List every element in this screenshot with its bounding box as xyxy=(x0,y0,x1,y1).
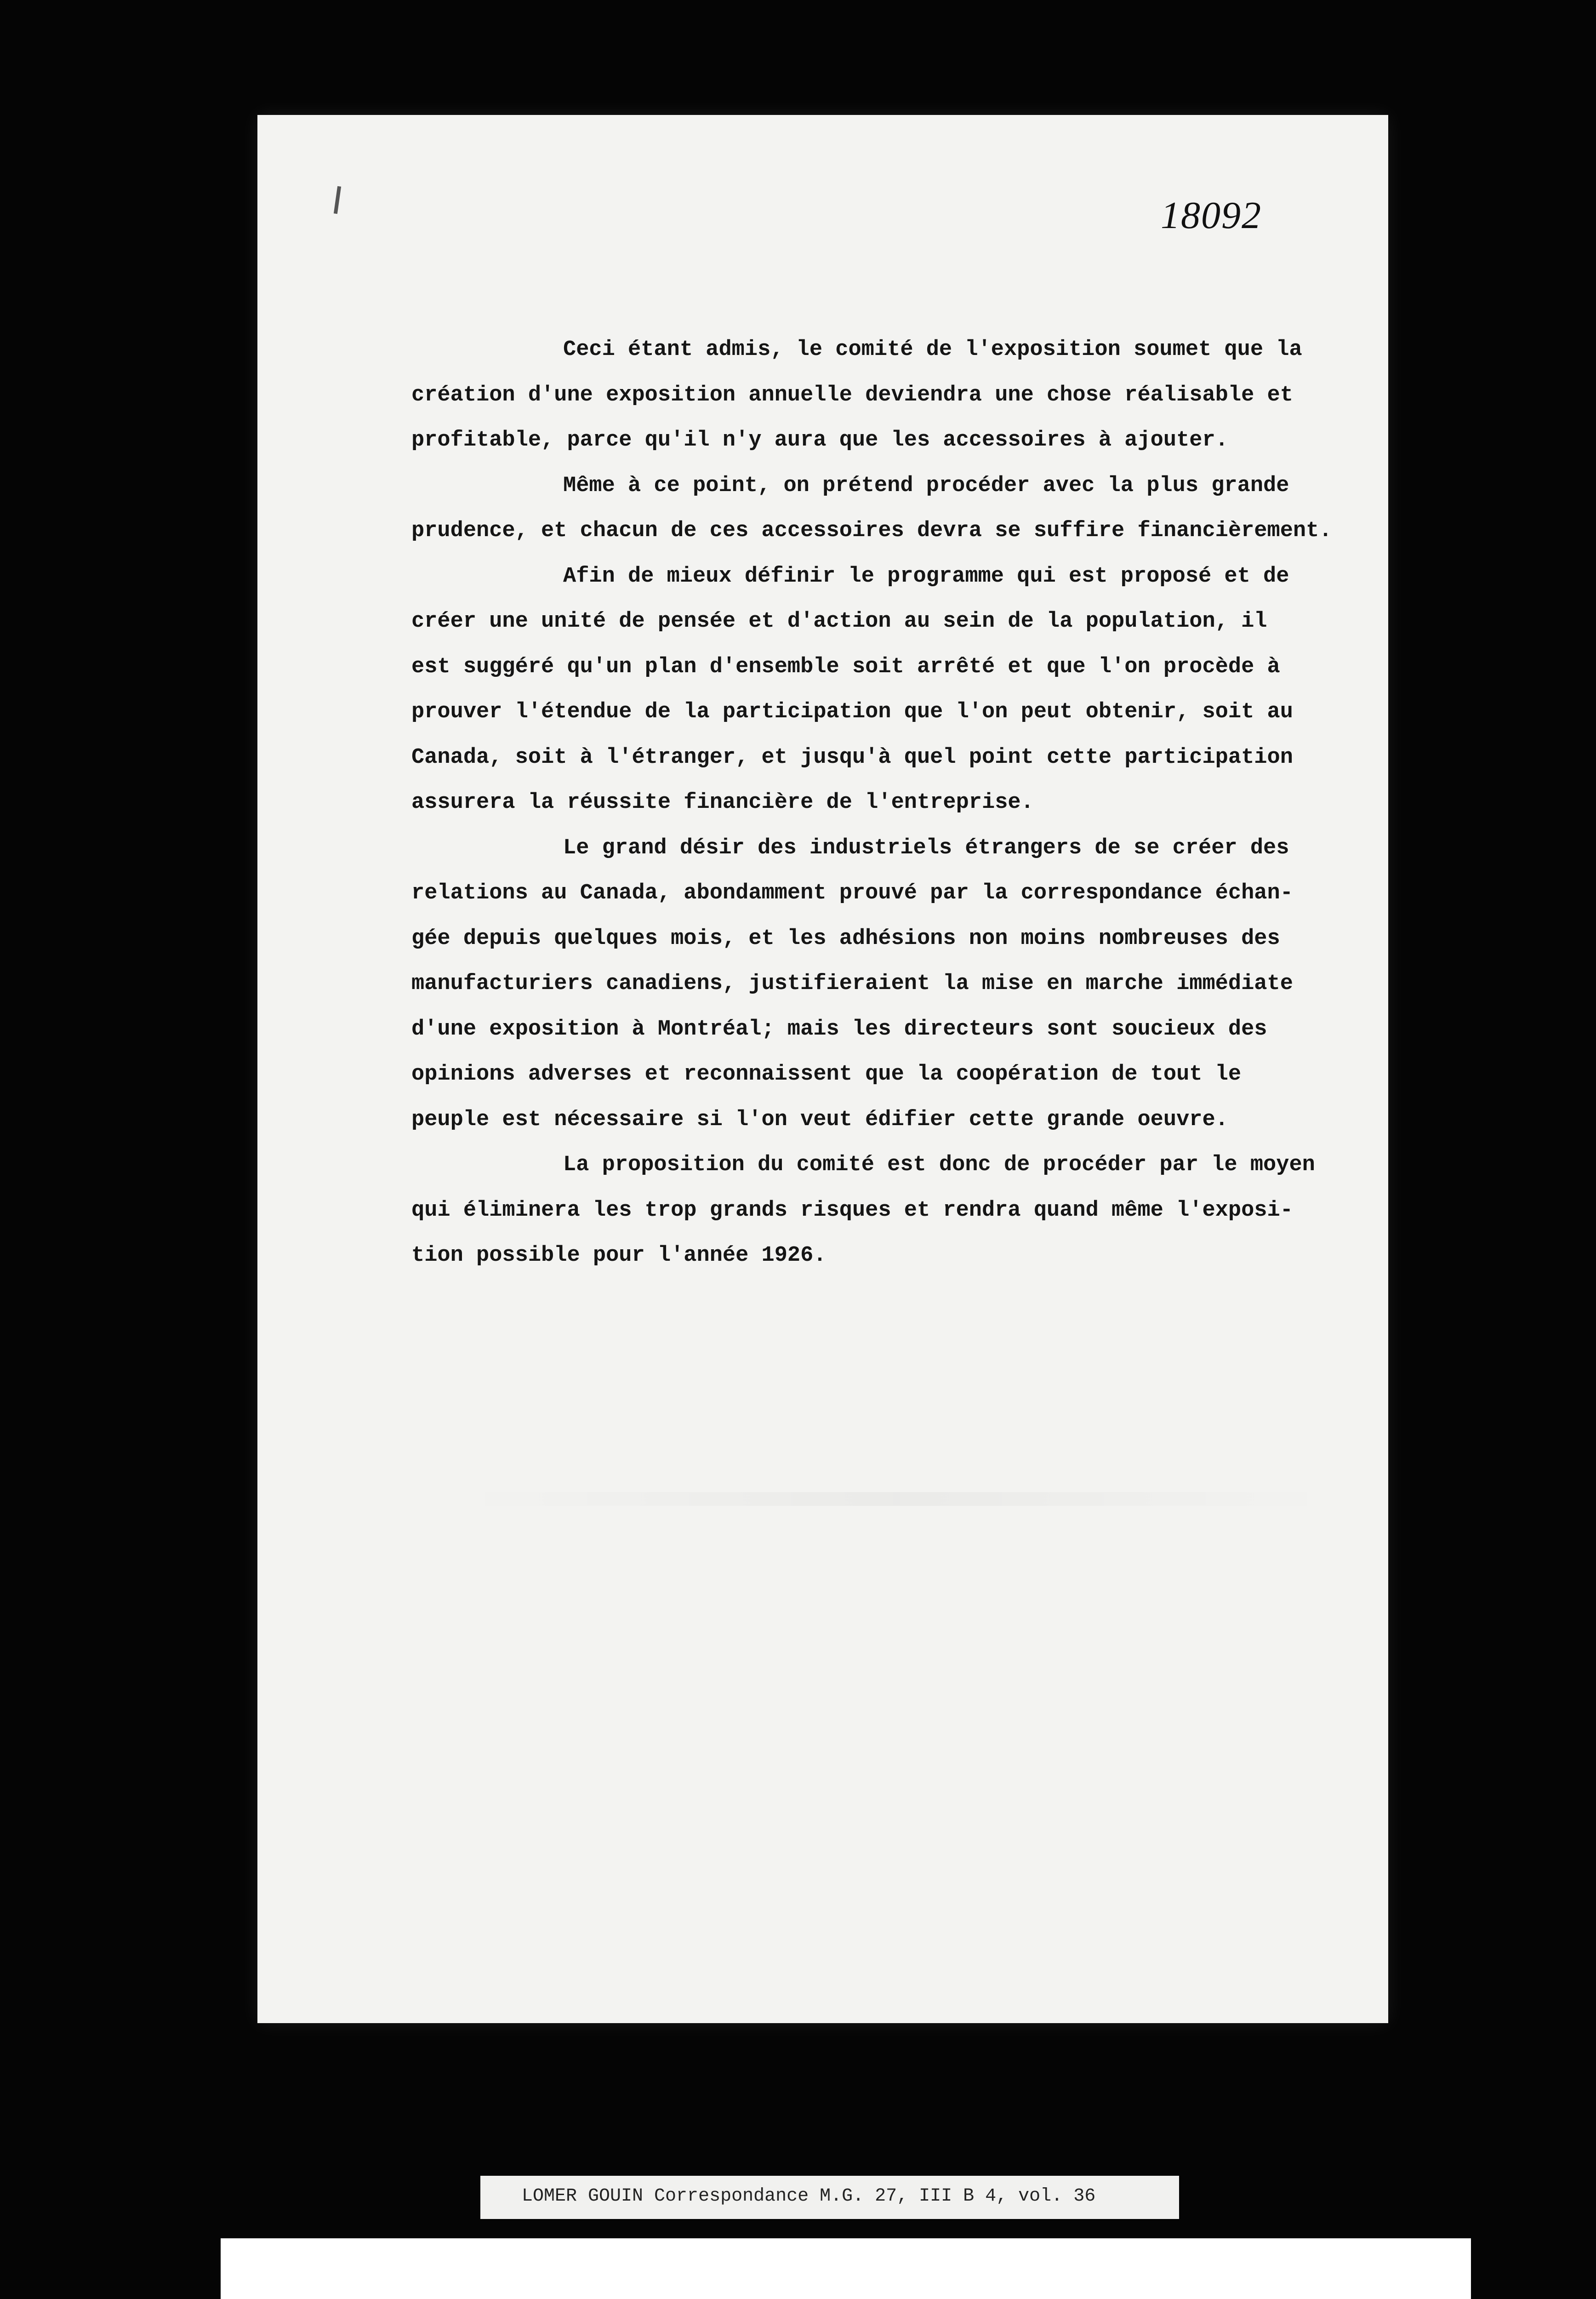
faint-bleedthrough xyxy=(460,1492,1333,1506)
paragraph-4-line-5: d'une exposition à Montréal; mais les directeurs sont soucieux des xyxy=(411,1017,1267,1041)
paragraph-3-line-5: Canada, soit à l'étranger, et jusqu'à quel point cette participation xyxy=(411,745,1293,770)
paragraph-4-line-6: opinions adverses et reconnaissent que la coopération de tout le xyxy=(411,1062,1242,1087)
paragraph-4-line-4: manufacturiers canadiens, justifieraient la mise en marche immédiate xyxy=(411,972,1293,996)
page-number: 18092 xyxy=(1161,194,1262,237)
paragraph-1-line-1: Ceci étant admis, le comité de l'exposition soumet que la xyxy=(563,337,1302,362)
archive-reference-slip xyxy=(480,2176,1179,2219)
paragraph-3-line-3: est suggéré qu'un plan d'ensemble soit arrêté et que l'on procède à xyxy=(411,654,1280,679)
paragraph-4-line-3: gée depuis quelques mois, et les adhésions non moins nombreuses des xyxy=(411,926,1280,951)
paragraph-5-line-1: La proposition du comité est donc de procéder par le moyen xyxy=(563,1153,1315,1177)
paragraph-3-line-6: assurera la réussite financière de l'entreprise. xyxy=(411,790,1034,815)
paragraph-3-line-1: Afin de mieux définir le programme qui est proposé et de xyxy=(563,564,1289,589)
archive-card xyxy=(221,2238,1471,2299)
archive-reference-text: LOMER GOUIN Correspondance M.G. 27, III B 4, vol. 36 xyxy=(522,2186,1096,2207)
paragraph-5-line-2: qui éliminera les trop grands risques et rendra quand même l'exposi- xyxy=(411,1198,1293,1223)
paragraph-3-line-4: prouver l'étendue de la participation que l'on peut obtenir, soit au xyxy=(411,700,1293,724)
paragraph-1-line-3: profitable, parce qu'il n'y aura que les accessoires à ajouter. xyxy=(411,428,1228,452)
paragraph-5-line-3: tion possible pour l'année 1926. xyxy=(411,1243,826,1268)
paragraph-1-line-2: création d'une exposition annuelle deviendra une chose réalisable et xyxy=(411,383,1293,407)
paragraph-3-line-2: créer une unité de pensée et d'action au sein de la population, il xyxy=(411,609,1267,634)
paragraph-2-line-1: Même à ce point, on prétend procéder avec la plus grande xyxy=(563,473,1289,498)
paragraph-2-line-2: prudence, et chacun de ces accessoires devra se suffire financièrement. xyxy=(411,519,1332,543)
paragraph-4-line-2: relations au Canada, abondamment prouvé par la correspondance échan- xyxy=(411,881,1293,905)
typed-body xyxy=(411,327,1377,1279)
paragraph-4-line-1: Le grand désir des industriels étrangers de se créer des xyxy=(563,835,1289,860)
paragraph-4-line-7: peuple est nécessaire si l'on veut édifier cette grande oeuvre. xyxy=(411,1107,1228,1132)
